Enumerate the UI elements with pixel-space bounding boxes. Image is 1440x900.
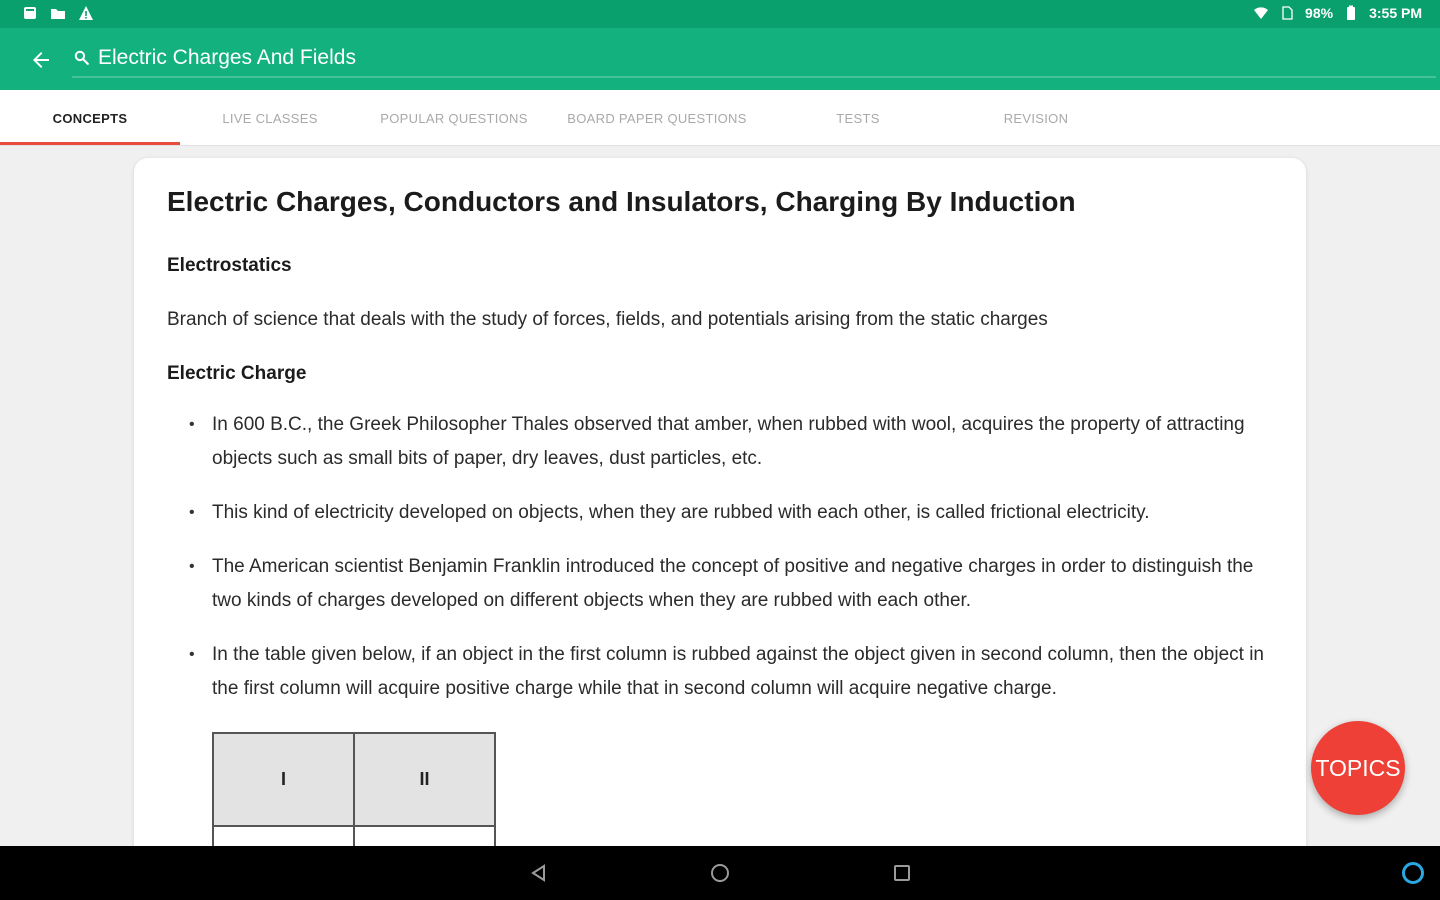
battery-percent: 98%	[1305, 5, 1334, 21]
table-header-row	[213, 733, 495, 826]
table-header-cell: I	[213, 733, 354, 826]
clock: 3:55 PM	[1369, 5, 1422, 21]
triangle-back-icon	[529, 863, 549, 883]
tab-board-paper-questions[interactable]: BOARD PAPER QUESTIONS	[567, 110, 747, 126]
square-recents-icon	[892, 863, 912, 883]
tab-tests[interactable]: TESTS	[836, 110, 880, 126]
app-bar	[0, 28, 1440, 90]
active-tab-indicator	[0, 142, 180, 145]
nav-home-button[interactable]	[707, 860, 733, 886]
search-query: Electric Charges And Fields	[98, 46, 356, 69]
heading-electrostatics: Electrostatics	[167, 255, 292, 276]
status-system	[1253, 5, 1422, 21]
assistant-ring-icon	[1400, 860, 1426, 886]
tab-live-classes[interactable]: LIVE CLASSES	[222, 110, 318, 126]
list-item: • This kind of electricity developed on objects, when they are rubbed with each other, is called frictional electricity.	[167, 496, 1267, 530]
nav-recents-button[interactable]	[889, 860, 915, 886]
folder-icon	[50, 5, 66, 21]
search-field[interactable]	[72, 40, 1436, 78]
heading-electric-charge: Electric Charge	[167, 363, 307, 384]
tab-revision[interactable]: REVISION	[1003, 110, 1069, 126]
table-header-cell: II	[354, 733, 495, 826]
circle-home-icon	[709, 862, 731, 884]
triboelectric-table	[212, 732, 496, 858]
list-item: • The American scientist Benjamin Franklin introduced the concept of positive and negative charges in order to distinguish the two kinds of charges developed on different objects when they are rubbed with each other.	[167, 550, 1267, 618]
electric-charge-bullets	[167, 408, 1267, 706]
tab-bar	[0, 90, 1440, 146]
system-nav-bar	[0, 846, 1440, 900]
electrostatics-definition: Branch of science that deals with the study of forces, fields, and potentials arising from the static charges	[167, 309, 1048, 330]
notification-app-icon	[22, 5, 38, 21]
concept-title: Electric Charges, Conductors and Insulators, Charging By Induction	[167, 186, 1076, 217]
no-sim-icon	[1279, 5, 1295, 21]
assistant-button[interactable]	[1400, 860, 1426, 886]
nav-back-button[interactable]	[526, 860, 552, 886]
wifi-icon	[1253, 5, 1269, 21]
list-item: • In the table given below, if an object in the first column is rubbed against the object given in second column, then the object in the first column will acquire positive charge while that in second column will acquire negative charge.	[167, 638, 1267, 706]
status-bar	[0, 0, 1440, 28]
tab-concepts[interactable]: CONCEPTS	[52, 110, 128, 126]
arrow-back-icon	[29, 48, 53, 72]
search-icon	[72, 48, 92, 68]
battery-icon	[1343, 5, 1359, 21]
list-item: • In 600 B.C., the Greek Philosopher Thales observed that amber, when rubbed with wool, acquires the property of attracting objects such as small bits of paper, dry leaves, dust particles, etc.	[167, 408, 1267, 476]
tab-popular-questions[interactable]: POPULAR QUESTIONS	[380, 110, 528, 126]
topics-button[interactable]: TOPICS	[1311, 721, 1405, 815]
warning-icon	[78, 5, 94, 21]
status-notifications	[22, 5, 94, 21]
back-button[interactable]	[26, 45, 56, 75]
concept-card[interactable]	[134, 158, 1306, 858]
